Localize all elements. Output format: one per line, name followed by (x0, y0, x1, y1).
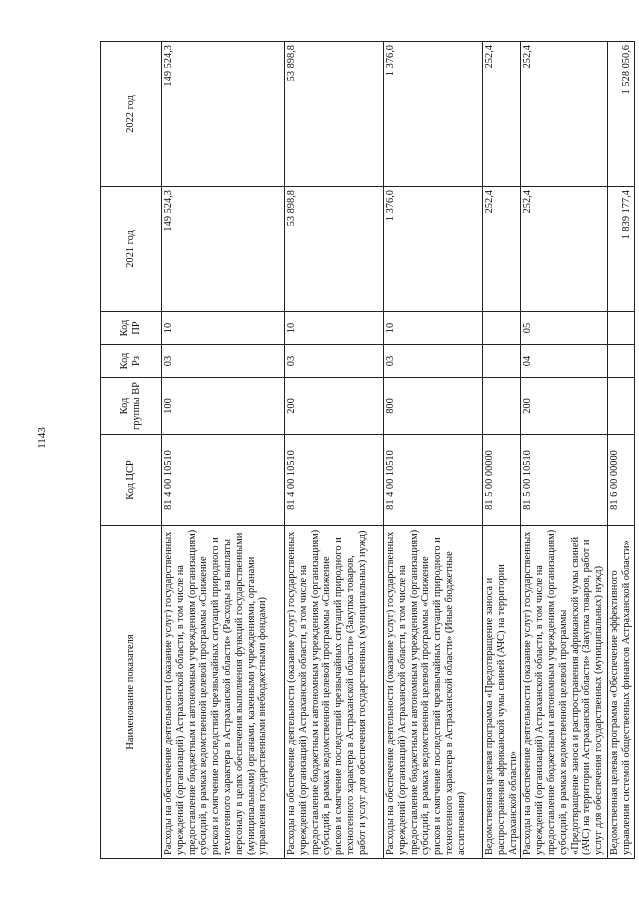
row-2022: 252,4 (521, 42, 608, 187)
row-2021: 53 898,8 (285, 187, 384, 312)
header-vr: Код группы ВР (101, 378, 162, 435)
row-2022: 149 524,3 (162, 42, 285, 187)
row-pr (483, 312, 521, 345)
row-csr: 81 5 00 10510 (521, 435, 608, 526)
table-row (608, 42, 635, 859)
row-rz: 03 (285, 345, 384, 378)
table-body (162, 42, 635, 859)
row-2022: 252,4 (483, 42, 521, 187)
table-row (384, 42, 483, 859)
row-vr (608, 378, 635, 435)
row-rz: 04 (521, 345, 608, 378)
row-vr: 200 (521, 378, 608, 435)
row-name: Расходы на обеспечение деятельности (оказание услуг) государственных учреждений (организаций) Астраханской области, в том числе на предоставление бюджетным и автономным учреждениям (организациям) субсидий, в рамках ведомственной целевой программы «Предотвращение заноса и распространения африканской чумы свиней (АЧС) на территории Астраханской области» (Закупка товаров, работ и услуг для обеспечения государственных (муниципальных) нужд) (521, 526, 608, 859)
row-vr: 100 (162, 378, 285, 435)
row-csr: 81 6 00 00000 (608, 435, 635, 526)
row-vr: 800 (384, 378, 483, 435)
row-2022: 1 376,0 (384, 42, 483, 187)
row-csr: 81 4 00 10510 (384, 435, 483, 526)
row-pr: 05 (521, 312, 608, 345)
row-name: Ведомственная целевая программа «Предотвращение заноса и распространения африканской чумы свиней (АЧС) на территории Астраханской области» (483, 526, 521, 859)
budget-table (100, 41, 635, 859)
row-csr: 81 5 00 00000 (483, 435, 521, 526)
header-pr: Код ПР (101, 312, 162, 345)
row-2022: 1 528 050,6 (608, 42, 635, 187)
row-rz: 03 (384, 345, 483, 378)
row-pr: 10 (162, 312, 285, 345)
row-pr (608, 312, 635, 345)
header-name: Наименование показателя (101, 526, 162, 859)
row-rz: 03 (162, 345, 285, 378)
row-pr: 10 (384, 312, 483, 345)
row-2021: 149 524,3 (162, 187, 285, 312)
row-csr: 81 4 00 10510 (162, 435, 285, 526)
row-2021: 252,4 (483, 187, 521, 312)
row-2022: 53 898,8 (285, 42, 384, 187)
table-row (521, 42, 608, 859)
row-2021: 252,4 (521, 187, 608, 312)
table-row (285, 42, 384, 859)
row-vr (483, 378, 521, 435)
row-vr: 200 (285, 378, 384, 435)
row-name: Ведомственная целевая программа «Обеспечение эффективного управления системой общественных финансов Астраханской области» (608, 526, 635, 859)
row-2021: 1 376,0 (384, 187, 483, 312)
row-name: Расходы на обеспечение деятельности (оказание услуг) государственных учреждений (организаций) Астраханской области, в том числе на предоставление бюджетным и автономным учреждениям (организациям) субсидий, в рамках ведомственной целевой программы «Снижение рисков и смягчение последствий чрезвычайных ситуаций природного и техногенного характера в Астраханской области» (Закупка товаров, работ и услуг для обеспечения государственных (муниципальных) нужд) (285, 526, 384, 859)
table-row (483, 42, 521, 859)
header-2021: 2021 год (101, 187, 162, 312)
row-name: Расходы на обеспечение деятельности (оказание услуг) государственных учреждений (организаций) Астраханской области, в том числе на предоставление бюджетным и автономным учреждениям (организациям) субсидий, в рамках ведомственной целевой программы «Снижение рисков и смягчение последствий чрезвычайных ситуаций природного и техногенного характера в Астраханской области» (Иные бюджетные ассигнования) (384, 526, 483, 859)
row-pr: 10 (285, 312, 384, 345)
row-rz (608, 345, 635, 378)
row-name: Расходы на обеспечение деятельности (оказание услуг) государственных учреждений (организаций) Астраханской области, в том числе на предоставление бюджетным и автономным учреждениям (организациям) субсидий, в рамках ведомственной целевой программы «Снижение рисков и смягчение последствий чрезвычайных ситуаций природного и техногенного характера в Астраханской области» (Расходы на выплаты персоналу в целях обеспечения выполнения функций государственными (муниципальными) органами, казенными учреждениями, органами управления государственными внебюджетными фондами) (162, 526, 285, 859)
table-header (101, 42, 162, 859)
row-2021: 1 839 177,4 (608, 187, 635, 312)
header-2022: 2022 год (101, 42, 162, 187)
row-rz (483, 345, 521, 378)
header-csr: Код ЦСР (101, 435, 162, 526)
header-rz: Код Рз (101, 345, 162, 378)
table-row (162, 42, 285, 859)
header-row (101, 42, 162, 859)
page-number: 1143 (36, 427, 48, 449)
row-csr: 81 4 00 10510 (285, 435, 384, 526)
